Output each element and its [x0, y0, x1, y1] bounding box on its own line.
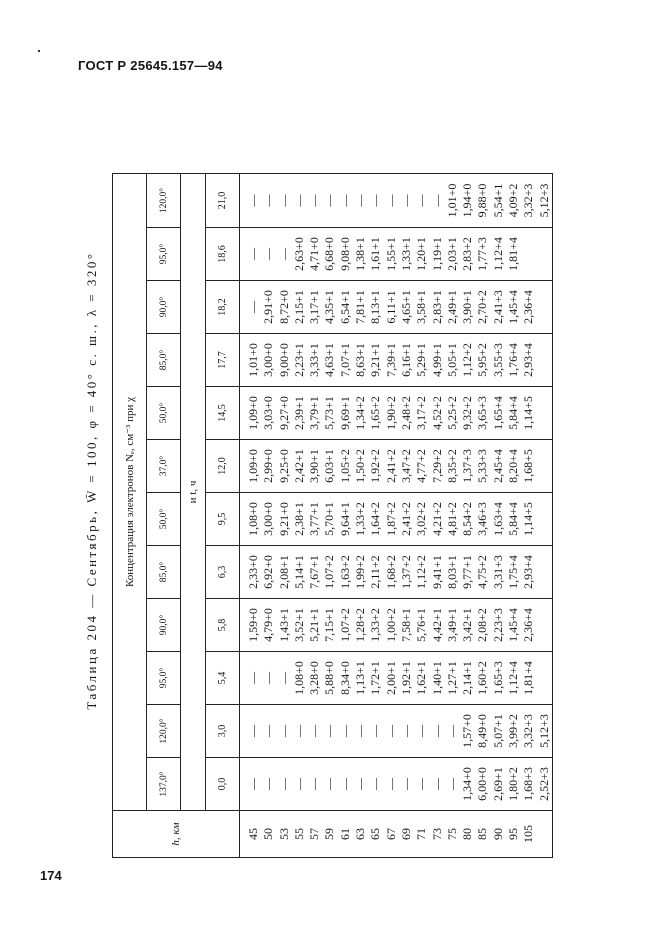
time-value: 5,4	[206, 652, 240, 705]
height-value: 105	[521, 825, 536, 843]
concentration-value: —	[337, 778, 352, 790]
concentration-value: 7,29+2	[429, 449, 444, 483]
concentration-value: 2,91+0	[261, 290, 276, 324]
concentration-value: 1,68+5	[521, 449, 536, 483]
concentration-value: 1,33+2	[368, 608, 383, 642]
concentration-value: 4,42+1	[429, 608, 444, 642]
concentration-value: 9,88+0	[475, 183, 490, 218]
concentration-value: —	[368, 194, 383, 207]
concentration-value: 7,15+1	[322, 608, 337, 642]
concentration-value: 1,01+0	[444, 183, 459, 218]
concentration-value: 4,09+2	[506, 183, 521, 218]
concentration-value: —	[291, 778, 306, 790]
concentration-value: 1,61+1	[368, 237, 383, 271]
concentration-value: 4,99+1	[429, 343, 444, 377]
height-value: 85	[475, 828, 490, 840]
chi-value: 137,0°	[147, 758, 181, 811]
concentration-value: 1,12+4	[490, 237, 505, 271]
concentration-value: 2,14+1	[460, 661, 475, 695]
table-caption: Таблица 204 — Сентябрь, W̄ = 100, φ = 40° с. ш., λ = 320°	[84, 251, 99, 710]
concentration-value: 7,81+1	[353, 290, 368, 324]
concentration-value: 2,41+2	[398, 502, 413, 536]
concentration-value: —	[368, 778, 383, 790]
height-value: 71	[414, 828, 429, 840]
concentration-value: 3,31+3	[490, 555, 505, 589]
concentration-value: 6,54+1	[337, 290, 352, 324]
concentration-value: 1,50+2	[353, 449, 368, 483]
concentration-value: 1,65+4	[490, 396, 505, 430]
concentration-value: 1,40+1	[429, 661, 444, 695]
concentration-value: 2,93+4	[521, 555, 536, 589]
concentration-value: —	[276, 672, 291, 684]
concentration-column-cell	[240, 705, 553, 758]
concentration-value: 1,60+2	[475, 661, 490, 695]
concentration-value: 5,07+1	[490, 714, 505, 748]
concentration-value: 2,08+2	[475, 608, 490, 642]
concentration-value: 1,14+5	[521, 396, 536, 430]
concentration-value: 1,13+1	[353, 661, 368, 695]
concentration-value: 4,63+1	[322, 343, 337, 377]
concentration-value: 3,90+1	[307, 449, 322, 483]
height-value: 50	[261, 828, 276, 840]
concentration-value: 5,70+1	[322, 502, 337, 536]
concentration-value: 1,81+4	[506, 237, 521, 271]
concentration-value: 1,59+0	[246, 608, 260, 642]
concentration-value: —	[429, 194, 444, 207]
concentration-value: 4,71+0	[307, 237, 322, 271]
concentration-value: 5,54+1	[490, 183, 505, 218]
concentration-value: 7,39+1	[383, 343, 398, 377]
concentration-value: 5,21+1	[307, 608, 322, 642]
concentration-value: —	[414, 194, 429, 207]
concentration-value: 1,90+2	[383, 396, 398, 430]
concentration-value: 3,90+1	[460, 290, 475, 324]
time-value: 0,0	[206, 758, 240, 811]
concentration-value: 1,75+4	[506, 555, 521, 589]
concentration-value: 5,12+3	[536, 183, 551, 218]
chi-value: 50,0°	[147, 387, 181, 440]
concentration-value: 5,29+1	[414, 343, 429, 377]
concentration-value: 6,00+0	[475, 767, 490, 801]
concentration-value: 1,05+2	[337, 449, 352, 483]
concentration-value: 1,55+1	[383, 237, 398, 271]
concentration-value: 9,00+0	[276, 343, 291, 377]
concentration-value: 2,41+3	[490, 290, 505, 324]
scan-speck	[38, 50, 40, 52]
concentration-value: 1,34+2	[353, 396, 368, 430]
concentration-value: 9,69+1	[337, 396, 352, 430]
concentration-value: 9,08+0	[337, 237, 352, 271]
chi-value: 50,0°	[147, 493, 181, 546]
concentration-value: 2,99+0	[261, 449, 276, 483]
concentration-value: 3,47+2	[398, 449, 413, 483]
concentration-value: —	[276, 778, 291, 790]
concentration-value: 1,81+4	[521, 661, 536, 695]
concentration-value: 4,65+1	[398, 290, 413, 324]
concentration-value: 5,25+2	[444, 396, 459, 430]
concentration-column-cell	[240, 599, 553, 652]
concentration-value: 1,27+1	[444, 661, 459, 695]
concentration-value: 1,01+0	[246, 343, 260, 377]
concentration-value: 5,84+4	[506, 396, 521, 430]
concentration-value: 3,49+1	[444, 608, 459, 642]
concentration-value: 1,37+3	[460, 449, 475, 483]
concentration-value: 2,33+0	[246, 555, 260, 589]
concentration-value: 8,03+1	[444, 555, 459, 589]
concentration-value: 1,28+2	[353, 608, 368, 642]
height-value: 61	[337, 828, 352, 840]
concentration-value: —	[353, 778, 368, 790]
concentration-value: 4,77+2	[414, 449, 429, 483]
concentration-value: 3,33+1	[307, 343, 322, 377]
concentration-value: —	[246, 778, 260, 790]
height-value: 65	[368, 828, 383, 840]
chi-header-row	[147, 174, 181, 858]
concentration-value: 3,65+3	[475, 396, 490, 430]
time-header: и t, ч	[181, 174, 206, 811]
concentration-column-cell	[240, 334, 553, 387]
concentration-value: —	[246, 672, 260, 684]
concentration-value: —	[337, 725, 352, 737]
concentration-value: —	[276, 725, 291, 737]
concentration-value: —	[307, 778, 322, 790]
concentration-value: 3,17+2	[414, 396, 429, 430]
concentration-value: 1,77+3	[475, 237, 490, 271]
concentration-value: 1,12+2	[460, 343, 475, 377]
concentration-column-cell	[240, 228, 553, 281]
concentration-value: —	[261, 194, 276, 207]
concentration-value: 3,79+1	[307, 396, 322, 430]
concentration-value: 8,63+1	[353, 343, 368, 377]
concentration-value: 1,76+4	[506, 343, 521, 377]
concentration-value: 4,75+2	[475, 555, 490, 589]
concentration-value: —	[261, 778, 276, 790]
concentration-value: 3,00+0	[261, 343, 276, 377]
concentration-value: 7,67+1	[307, 555, 322, 589]
concentration-value: 1,65+2	[368, 396, 383, 430]
electron-concentration-table	[112, 173, 553, 858]
concentration-value: 3,17+1	[307, 290, 322, 324]
time-value: 3,0	[206, 705, 240, 758]
chi-value: 120,0°	[147, 174, 181, 228]
chi-value: 37,0°	[147, 440, 181, 493]
height-value: 75	[444, 828, 459, 840]
concentration-value: 1,94+0	[460, 183, 475, 218]
height-value: 55	[291, 828, 306, 840]
concentration-value: 1,19+1	[429, 237, 444, 271]
concentration-value: 2,38+1	[291, 502, 306, 536]
time-value: 6,3	[206, 546, 240, 599]
concentration-value: 4,52+2	[429, 396, 444, 430]
concentration-value: 1,63+2	[337, 555, 352, 589]
rotated-table-block	[78, 103, 551, 858]
concentration-value: 2,15+1	[291, 290, 306, 324]
concentration-value: 6,11+1	[383, 290, 398, 324]
height-column-header: h, км	[113, 811, 240, 858]
concentration-column-cell	[240, 493, 553, 546]
concentration-column-cell	[240, 758, 553, 811]
concentration-value: —	[246, 194, 260, 207]
concentration-value: 1,57+0	[460, 714, 475, 748]
chi-value: 90,0°	[147, 599, 181, 652]
concentration-value: —	[368, 725, 383, 737]
concentration-value: 1,92+1	[398, 661, 413, 695]
concentration-value: 3,46+3	[475, 502, 490, 536]
concentration-value: —	[353, 725, 368, 737]
concentration-value: 3,52+1	[291, 608, 306, 642]
concentration-value: 6,03+1	[322, 449, 337, 483]
concentration-value: 6,68+0	[322, 237, 337, 271]
concentration-column-cell	[240, 546, 553, 599]
concentration-value: 2,93+4	[521, 343, 536, 377]
concentration-value: 2,83+1	[429, 290, 444, 324]
concentration-value: 1,12+4	[506, 661, 521, 695]
concentration-value: 9,21+1	[368, 343, 383, 377]
concentration-value: 1,45+4	[506, 290, 521, 324]
concentration-value: 5,73+1	[322, 396, 337, 430]
concentration-value: 2,41+2	[383, 449, 398, 483]
concentration-value: 5,12+3	[536, 714, 551, 748]
concentration-value: —	[353, 194, 368, 207]
concentration-value: 8,54+2	[460, 502, 475, 536]
concentration-value: —	[307, 725, 322, 737]
height-value: 69	[398, 828, 413, 840]
concentration-value: 5,14+1	[291, 555, 306, 589]
concentration-value: 1,34+0	[460, 767, 475, 801]
concentration-value: 5,05+1	[444, 343, 459, 377]
concentration-value: 2,36+4	[521, 290, 536, 324]
concentration-column-cell	[240, 652, 553, 705]
concentration-value: 2,83+2	[460, 237, 475, 271]
concentration-value: 9,25+0	[276, 449, 291, 483]
height-value: 53	[276, 828, 291, 840]
concentration-value: —	[398, 194, 413, 207]
concentration-value: 2,36+4	[521, 608, 536, 642]
concentration-value: 2,11+2	[368, 555, 383, 589]
concentration-value: 1,33+2	[353, 502, 368, 536]
concentration-value: 8,13+1	[368, 290, 383, 324]
concentration-value: —	[398, 778, 413, 790]
concentration-value: 8,49+0	[475, 714, 490, 748]
concentration-value: 9,27+0	[276, 396, 291, 430]
concentration-value: 1,64+2	[368, 502, 383, 536]
concentration-value: 2,39+1	[291, 396, 306, 430]
concentration-value: 2,45+4	[490, 449, 505, 483]
concentration-value: 2,69+1	[490, 767, 505, 801]
concentration-value: —	[337, 194, 352, 207]
height-value: 45	[246, 828, 260, 840]
height-value: 57	[307, 828, 322, 840]
concentration-value: 8,34+0	[337, 661, 352, 695]
concentration-value: —	[276, 248, 291, 260]
concentration-value: 1,20+1	[414, 237, 429, 271]
concentration-value: 6,16+1	[398, 343, 413, 377]
concentration-value: 2,52+3	[536, 767, 551, 801]
data-row	[240, 174, 553, 858]
concentration-value: —	[261, 248, 276, 260]
concentration-value: —	[414, 778, 429, 790]
concentration-column-cell	[240, 387, 553, 440]
concentration-value: 4,81+2	[444, 502, 459, 536]
concentration-value: 3,99+2	[506, 714, 521, 748]
concentration-value: —	[383, 778, 398, 790]
concentration-value: 1,00+2	[383, 608, 398, 642]
concentration-value: —	[414, 725, 429, 737]
concentration-value: 1,09+0	[246, 449, 260, 483]
concentration-value: 8,35+2	[444, 449, 459, 483]
chi-value: 90,0°	[147, 281, 181, 334]
time-value: 21,0	[206, 174, 240, 228]
concentration-value: 1,87+2	[383, 502, 398, 536]
concentration-value: 1,43+1	[276, 608, 291, 642]
chi-value: 85,0°	[147, 334, 181, 387]
concentration-value: 3,42+1	[460, 608, 475, 642]
concentration-value: 1,99+2	[353, 555, 368, 589]
chi-value: 120,0°	[147, 705, 181, 758]
chi-value: 95,0°	[147, 652, 181, 705]
concentration-value: 2,23+1	[291, 343, 306, 377]
concentration-value: 7,07+1	[337, 343, 352, 377]
concentration-value: 1,09+0	[246, 396, 260, 430]
concentration-value: 1,72+1	[368, 661, 383, 695]
page-number: 174	[40, 868, 62, 883]
concentration-value: —	[444, 725, 459, 737]
concentration-header: Концентрация электронов Nₑ, см⁻³ при χ	[113, 174, 147, 811]
chi-value: 85,0°	[147, 546, 181, 599]
concentration-value: —	[429, 725, 444, 737]
concentration-value: 5,76+1	[414, 608, 429, 642]
document-header: ГОСТ Р 25645.157—94	[78, 58, 223, 73]
time-value: 5,8	[206, 599, 240, 652]
concentration-value: 2,70+2	[475, 290, 490, 324]
concentration-value: 4,79+0	[261, 608, 276, 642]
concentration-value: 1,62+1	[414, 661, 429, 695]
concentration-value: 1,92+2	[368, 449, 383, 483]
concentration-value: 3,58+1	[414, 290, 429, 324]
concentration-value: —	[322, 194, 337, 207]
height-value: 63	[353, 828, 368, 840]
concentration-value: 2,03+1	[444, 237, 459, 271]
time-value: 14,5	[206, 387, 240, 440]
concentration-value: 1,08+0	[291, 661, 306, 695]
concentration-value: —	[383, 194, 398, 207]
concentration-value: 1,65+3	[490, 661, 505, 695]
concentration-value: 5,84+4	[506, 502, 521, 536]
concentration-value: 3,32+3	[521, 183, 536, 218]
concentration-value: 5,88+0	[322, 661, 337, 695]
concentration-value: 9,21+0	[276, 502, 291, 536]
concentration-value: —	[261, 725, 276, 737]
concentration-value: 1,68+2	[383, 555, 398, 589]
concentration-value: 3,77+1	[307, 502, 322, 536]
concentration-value: —	[322, 725, 337, 737]
concentration-value: 9,77+1	[460, 555, 475, 589]
height-value: 59	[322, 828, 337, 840]
concentration-value: —	[383, 725, 398, 737]
concentration-value: —	[246, 301, 260, 313]
concentration-value: —	[322, 778, 337, 790]
concentration-value: 9,32+2	[460, 396, 475, 430]
concentration-value: 2,08+1	[276, 555, 291, 589]
concentration-value: 4,35+1	[322, 290, 337, 324]
concentration-value: —	[276, 194, 291, 207]
concentration-value: —	[429, 778, 444, 790]
chi-value: 95,0°	[147, 228, 181, 281]
concentration-value: 4,21+2	[429, 502, 444, 536]
concentration-value: 3,00+0	[261, 502, 276, 536]
concentration-value: —	[291, 725, 306, 737]
concentration-value: 3,03+0	[261, 396, 276, 430]
time-value: 9,5	[206, 493, 240, 546]
concentration-value: 1,68+3	[521, 767, 536, 801]
concentration-value: 1,80+2	[506, 767, 521, 801]
concentration-value: 1,33+1	[398, 237, 413, 271]
concentration-value: 1,38+1	[353, 237, 368, 271]
concentration-value: 3,32+3	[521, 714, 536, 748]
concentration-value: 1,14+5	[521, 502, 536, 536]
concentration-value: 1,08+0	[246, 502, 260, 536]
concentration-value: 1,12+2	[414, 555, 429, 589]
concentration-value: 2,42+1	[291, 449, 306, 483]
time-value: 12,0	[206, 440, 240, 493]
height-value: 67	[383, 828, 398, 840]
concentration-value: 5,95+2	[475, 343, 490, 377]
concentration-value: —	[246, 248, 260, 260]
concentration-value: —	[291, 194, 306, 207]
concentration-value: 2,00+1	[383, 661, 398, 695]
height-value: 95	[506, 828, 521, 840]
height-value: 80	[460, 828, 475, 840]
concentration-column-cell	[240, 281, 553, 334]
concentration-value: —	[246, 725, 260, 737]
concentration-value: 9,41+1	[429, 555, 444, 589]
concentration-value: 2,23+3	[490, 608, 505, 642]
concentration-value: 2,63+0	[291, 237, 306, 271]
concentration-value: 7,58+1	[398, 608, 413, 642]
concentration-value: 1,07+2	[322, 555, 337, 589]
time-header-row	[206, 174, 240, 858]
concentration-value: 2,48+2	[398, 396, 413, 430]
concentration-value: 9,64+1	[337, 502, 352, 536]
time-value: 18,2	[206, 281, 240, 334]
concentration-value: 8,20+4	[506, 449, 521, 483]
concentration-column-cell	[240, 440, 553, 493]
concentration-column-cell	[240, 174, 553, 228]
concentration-value: 2,49+1	[444, 290, 459, 324]
concentration-value: —	[398, 725, 413, 737]
concentration-value: 3,55+3	[490, 343, 505, 377]
concentration-value: 1,37+2	[398, 555, 413, 589]
concentration-value: 1,63+4	[490, 502, 505, 536]
concentration-value: 1,45+4	[506, 608, 521, 642]
height-values-cell	[240, 811, 553, 858]
concentration-value: 1,07+2	[337, 608, 352, 642]
time-value: 17,7	[206, 334, 240, 387]
height-value: 73	[429, 828, 444, 840]
concentration-value: 6,92+0	[261, 555, 276, 589]
concentration-value: 3,02+2	[414, 502, 429, 536]
time-value: 18,6	[206, 228, 240, 281]
concentration-value: —	[444, 778, 459, 790]
concentration-value: 5,33+3	[475, 449, 490, 483]
concentration-value: —	[307, 194, 322, 207]
height-value: 90	[490, 828, 505, 840]
concentration-value: 8,72+0	[276, 290, 291, 324]
concentration-value: —	[261, 672, 276, 684]
concentration-value: 3,28+0	[307, 661, 322, 695]
